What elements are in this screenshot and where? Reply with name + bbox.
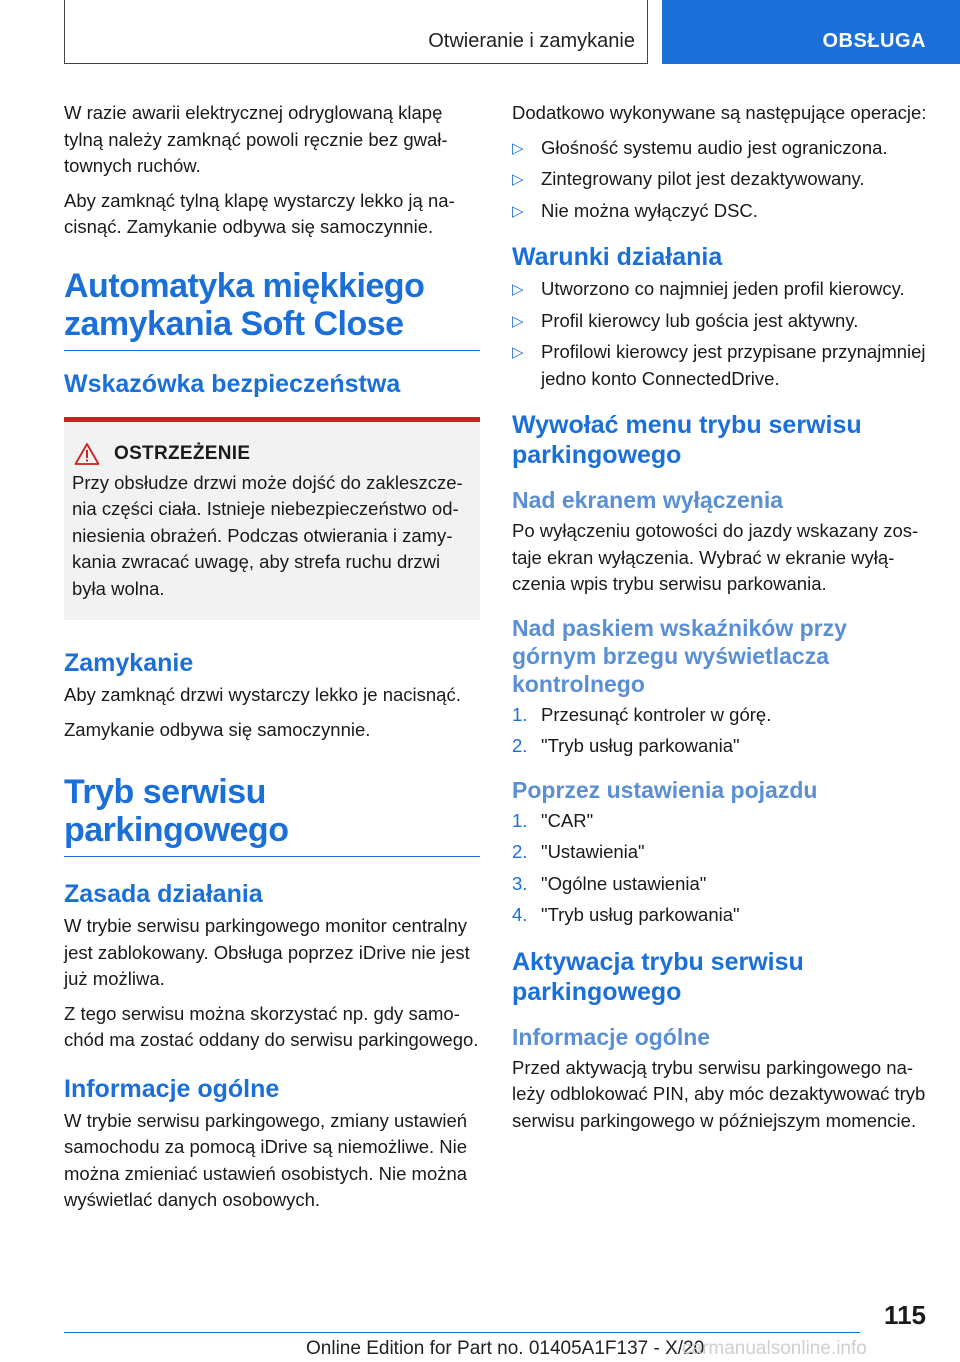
list-item: 1. "CAR" [512, 809, 594, 831]
footer-divider [64, 1332, 860, 1333]
paragraph: Po wyłączeniu gotowości do jazdy wskazany zostaje ekran wyłączenia. Wybrać w ekranie wyłączenia wpis trybu serwisu parkowania. [512, 520, 919, 594]
heading-soft-close: Automatyka miękkiego zamykania Soft Close [64, 267, 480, 351]
bullet-list [512, 135, 928, 225]
heading-closing: Zamykanie [64, 649, 194, 677]
list-item: ▷ Profilowi kierowcy jest przypisane przynajmniej jedno konto ConnectedDrive. [512, 341, 926, 389]
triangle-right-icon: ▷ [512, 171, 524, 188]
heading-shutdown-screen: Nad ekranem wyłączenia [512, 487, 784, 513]
bullet-list [512, 276, 928, 392]
section-title-box [64, 0, 648, 64]
paragraph: W trybie serwisu parkingowego, zmiany ustawień samochodu za pomocą iDrive są niemożliwe. Nie można zmieniać ustawień osobistych. Nie można wyświetlać danych osobowych. [64, 1109, 468, 1210]
warning-header [72, 442, 472, 466]
list-item: 2. "Ustawienia" [512, 841, 645, 862]
chapter-tab-label: OBSŁUGA [822, 30, 926, 52]
step-list [512, 808, 928, 929]
warning-title: OSTRZEŻENIE [114, 442, 251, 464]
heading-parking-service: Tryb serwisu parkingowego [64, 773, 480, 857]
section-title: Otwieranie i zamykanie [428, 30, 635, 52]
heading-activation: Aktywacja trybu serwisu parkingowego [512, 947, 804, 1006]
heading-safety-note: Wskazówka bezpieczeństwa [64, 369, 401, 398]
heading-vehicle-settings: Poprzez ustawienia pojazdu [512, 776, 818, 803]
paragraph: Aby zamknąć drzwi wystarczy lekko je nacisnąć. [64, 684, 461, 705]
paragraph: W razie awarii elektrycznej odryglowaną klapę tylną należy zamknąć powoli ręcznie bez gwałtownych ruchów. [64, 102, 448, 176]
list-item: ▷ Głośność systemu audio jest ograniczona. [512, 135, 928, 162]
warning-box [64, 417, 480, 621]
page-header [0, 0, 960, 66]
list-item: ▷ Profil kierowcy lub gościa jest aktywny. [512, 308, 928, 335]
triangle-right-icon: ▷ [512, 202, 524, 220]
triangle-right-icon: ▷ [512, 312, 524, 330]
paragraph: Przed aktywacją trybu serwisu parkingowego należy odblokować PIN, aby móc dezaktywować tryb serwisu parkingowego w późniejszym momencie. [512, 1056, 926, 1131]
page-number: 115 [884, 1300, 926, 1330]
list-item: ▷ Utworzono co najmniej jeden profil kierowcy. [512, 276, 928, 303]
paragraph: Dodatkowo wykonywane są następujące operacje: [512, 102, 927, 123]
triangle-right-icon: ▷ [512, 344, 524, 361]
paragraph: Zamykanie odbywa się samoczynnie. [64, 718, 371, 740]
list-item: 1. Przesunąć kontroler w górę. [512, 703, 772, 725]
list-item: ▷ Nie można wyłączyć DSC. [512, 198, 928, 225]
list-item: 4. "Tryb usług parkowania" [512, 904, 740, 925]
paragraph: Aby zamknąć tylną klapę wystarczy lekko ją nacisnąć. Zamykanie odbywa się samoczynnie. [64, 189, 455, 237]
heading-conditions: Warunki działania [512, 243, 723, 271]
list-item: ▷ Zintegrowany pilot jest dezaktywowany. [512, 166, 928, 193]
watermark: carmanualsonline.info [682, 1338, 867, 1359]
warning-text: Przy obsłudze drzwi może dojść do zakleszczenia części ciała. Istnieje niebezpieczeństwo odniesienia obrażeń. Podczas otwierania i zamykania zwracać uwagę, aby strefa ruchu drzwi była wolna. [72, 471, 463, 599]
list-item: 3. "Ogólne ustawienia" [512, 872, 707, 894]
triangle-right-icon: ▷ [512, 281, 524, 298]
heading-principle: Zasada działania [64, 880, 263, 908]
page-footer [0, 1296, 960, 1362]
edition-text: Online Edition for Part no. 01405A1F137 - X/20 [306, 1338, 705, 1359]
step-list [512, 702, 928, 760]
triangle-right-icon: ▷ [512, 139, 524, 157]
heading-general-info: Informacje ogólne [512, 1023, 711, 1050]
right-column [512, 100, 928, 1142]
heading-general-info: Informacje ogólne [64, 1074, 280, 1103]
left-column [64, 100, 480, 1222]
warning-triangle-icon [74, 442, 100, 466]
heading-call-menu: Wywołać menu trybu serwisu parkingowego [512, 411, 862, 469]
chapter-tab [662, 0, 960, 64]
paragraph: Z tego serwisu można skorzystać np. gdy samochód ma zostać oddany do serwisu parkingowego. [64, 1002, 479, 1050]
heading-status-bar: Nad paskiem wskaźników przy górnym brzegu wyświetlacza kontrolnego [512, 614, 847, 697]
paragraph: W trybie serwisu parkingowego monitor centralny jest zablokowany. Obsługa poprzez iDrive nie jest już możliwa. [64, 915, 470, 989]
list-item: 2. "Tryb usług parkowania" [512, 735, 740, 756]
